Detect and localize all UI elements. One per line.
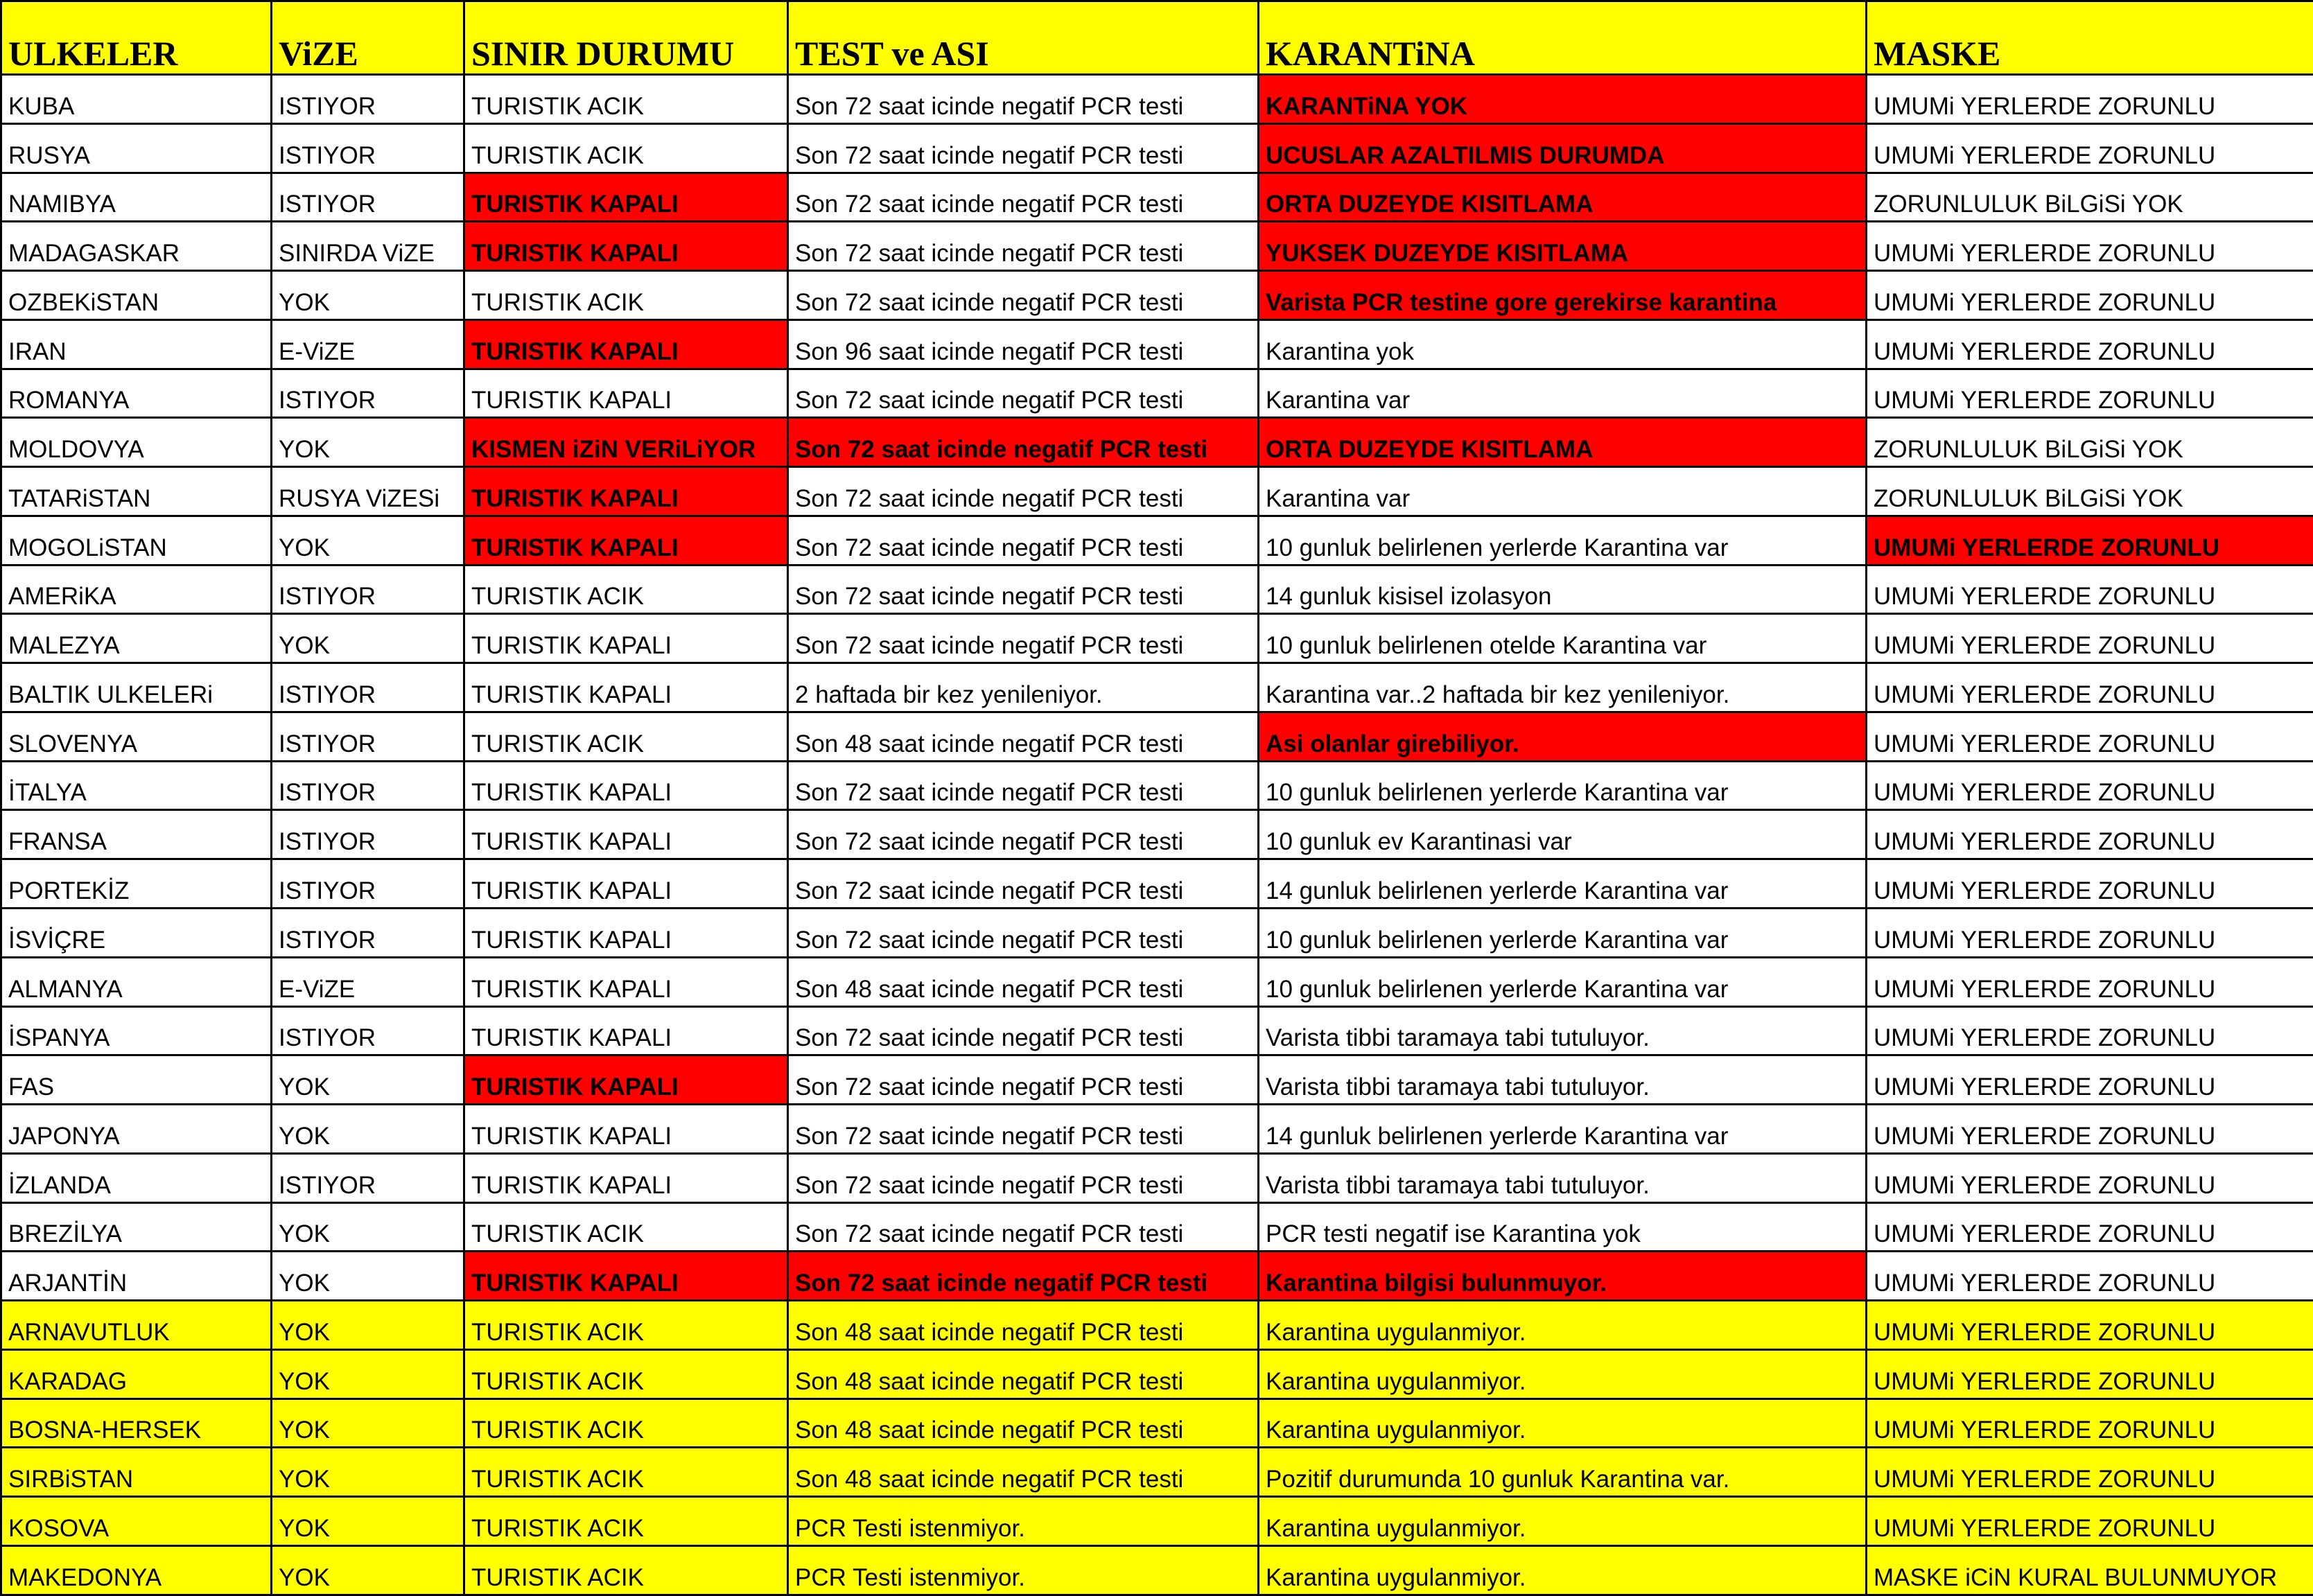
cell-mask[interactable]: UMUMi YERLERDE ZORUNLU [1867, 319, 2313, 369]
cell-mask[interactable]: ZORUNLULUK BiLGiSi YOK [1867, 467, 2313, 516]
table-row [1, 761, 2313, 810]
cell-visa[interactable]: ISTIYOR [272, 75, 464, 124]
cell-country[interactable]: MOGOLiSTAN [1, 516, 272, 565]
cell-visa[interactable]: YOK [272, 1055, 464, 1105]
cell-country[interactable]: BALTIK ULKELERi [1, 663, 272, 712]
cell-country[interactable]: BOSNA-HERSEK [1, 1398, 272, 1448]
table-row [1, 516, 2313, 565]
table-row [1, 1252, 2313, 1301]
cell-country[interactable]: İZLANDA [1, 1153, 272, 1202]
cell-quarantine[interactable]: 10 gunluk belirlenen yerlerde Karantina var [1259, 516, 1867, 565]
cell-quarantine[interactable]: 10 gunluk belirlenen otelde Karantina var [1259, 614, 1867, 663]
cell-quarantine[interactable]: 10 gunluk belirlenen yerlerde Karantina var [1259, 761, 1867, 810]
table-row [1, 909, 2313, 958]
cell-visa[interactable]: RUSYA ViZESi [272, 467, 464, 516]
cell-visa[interactable]: ISTIYOR [272, 761, 464, 810]
cell-mask[interactable]: UMUMi YERLERDE ZORUNLU [1867, 712, 2313, 761]
cell-quarantine[interactable]: Karantina uygulanmiyor. [1259, 1545, 1867, 1595]
cell-border-status[interactable]: TURISTIK ACIK [464, 565, 788, 614]
cell-border-status[interactable]: TURISTIK KAPALI [464, 369, 788, 418]
cell-test-vaccine[interactable]: Son 48 saat icinde negatif PCR testi [788, 712, 1259, 761]
cell-border-status[interactable]: TURISTIK ACIK [464, 1398, 788, 1448]
cell-test-vaccine[interactable]: Son 48 saat icinde negatif PCR testi [788, 957, 1259, 1006]
cell-country[interactable]: NAMIBYA [1, 173, 272, 222]
cell-visa[interactable]: SINIRDA ViZE [272, 222, 464, 271]
header-country[interactable]: ULKELER [1, 1, 272, 75]
cell-country[interactable]: ROMANYA [1, 369, 272, 418]
cell-border-status[interactable]: TURISTIK KAPALI [464, 859, 788, 909]
cell-border-status[interactable]: TURISTIK KAPALI [464, 467, 788, 516]
cell-country[interactable]: İSVİÇRE [1, 909, 272, 958]
cell-country[interactable]: İTALYA [1, 761, 272, 810]
table-row [1, 75, 2313, 124]
header-row [1, 1, 2313, 75]
table-row [1, 957, 2313, 1006]
cell-country[interactable]: KUBA [1, 75, 272, 124]
cell-visa[interactable]: YOK [272, 1448, 464, 1497]
cell-mask[interactable]: UMUMi YERLERDE ZORUNLU [1867, 516, 2313, 565]
cell-country[interactable]: TATARiSTAN [1, 467, 272, 516]
cell-country[interactable]: AMERiKA [1, 565, 272, 614]
cell-border-status[interactable]: TURISTIK ACIK [464, 1202, 788, 1252]
table-row [1, 565, 2313, 614]
table-row [1, 271, 2313, 320]
cell-quarantine[interactable]: Varista tibbi taramaya tabi tutuluyor. [1259, 1153, 1867, 1202]
cell-mask[interactable]: UMUMi YERLERDE ZORUNLU [1867, 1153, 2313, 1202]
cell-visa[interactable]: YOK [272, 1301, 464, 1350]
table-row [1, 418, 2313, 467]
header-test-vaccine[interactable]: TEST ve ASI [788, 1, 1259, 75]
cell-mask[interactable]: UMUMi YERLERDE ZORUNLU [1867, 663, 2313, 712]
cell-border-status[interactable]: TURISTIK KAPALI [464, 516, 788, 565]
cell-quarantine[interactable]: 10 gunluk belirlenen yerlerde Karantina var [1259, 957, 1867, 1006]
table-row [1, 467, 2313, 516]
cell-quarantine[interactable]: Karantina uygulanmiyor. [1259, 1497, 1867, 1546]
header-quarantine[interactable]: KARANTiNA [1259, 1, 1867, 75]
cell-country[interactable]: MALEZYA [1, 614, 272, 663]
cell-quarantine[interactable]: Karantina var [1259, 369, 1867, 418]
cell-country[interactable]: KOSOVA [1, 1497, 272, 1546]
cell-border-status[interactable]: TURISTIK ACIK [464, 712, 788, 761]
cell-mask[interactable]: UMUMi YERLERDE ZORUNLU [1867, 75, 2313, 124]
cell-quarantine[interactable]: YUKSEK DUZEYDE KISITLAMA [1259, 222, 1867, 271]
table-row [1, 663, 2313, 712]
cell-mask[interactable]: UMUMi YERLERDE ZORUNLU [1867, 1448, 2313, 1497]
cell-country[interactable]: SIRBiSTAN [1, 1448, 272, 1497]
cell-border-status[interactable]: TURISTIK KAPALI [464, 1105, 788, 1154]
cell-mask[interactable]: UMUMi YERLERDE ZORUNLU [1867, 1202, 2313, 1252]
cell-quarantine[interactable]: UCUSLAR AZALTILMIS DURUMDA [1259, 123, 1867, 173]
cell-quarantine[interactable]: Karantina uygulanmiyor. [1259, 1398, 1867, 1448]
cell-country[interactable]: KARADAG [1, 1349, 272, 1398]
cell-test-vaccine[interactable]: PCR Testi istenmiyor. [788, 1545, 1259, 1595]
cell-test-vaccine[interactable]: Son 72 saat icinde negatif PCR testi [788, 123, 1259, 173]
header-border-status[interactable]: SINIR DURUMU [464, 1, 788, 75]
cell-test-vaccine[interactable]: Son 72 saat icinde negatif PCR testi [788, 909, 1259, 958]
cell-border-status[interactable]: TURISTIK KAPALI [464, 957, 788, 1006]
cell-visa[interactable]: ISTIYOR [272, 1006, 464, 1055]
cell-mask[interactable]: UMUMi YERLERDE ZORUNLU [1867, 1301, 2313, 1350]
cell-country[interactable]: IRAN [1, 319, 272, 369]
cell-quarantine[interactable]: Varista PCR testine gore gerekirse karantina [1259, 271, 1867, 320]
cell-country[interactable]: MOLDOVYA [1, 418, 272, 467]
cell-test-vaccine[interactable]: Son 72 saat icinde negatif PCR testi [788, 1055, 1259, 1105]
table-row [1, 319, 2313, 369]
cell-test-vaccine[interactable]: Son 72 saat icinde negatif PCR testi [788, 75, 1259, 124]
cell-quarantine[interactable]: ORTA DUZEYDE KISITLAMA [1259, 418, 1867, 467]
cell-visa[interactable]: YOK [272, 614, 464, 663]
cell-quarantine[interactable]: PCR testi negatif ise Karantina yok [1259, 1202, 1867, 1252]
cell-visa[interactable]: ISTIYOR [272, 123, 464, 173]
cell-mask[interactable]: UMUMi YERLERDE ZORUNLU [1867, 859, 2313, 909]
cell-border-status[interactable]: TURISTIK KAPALI [464, 1055, 788, 1105]
table-row [1, 173, 2313, 222]
table-row [1, 810, 2313, 859]
cell-test-vaccine[interactable]: Son 72 saat icinde negatif PCR testi [788, 565, 1259, 614]
cell-test-vaccine[interactable]: Son 72 saat icinde negatif PCR testi [788, 418, 1259, 467]
cell-country[interactable]: BREZİLYA [1, 1202, 272, 1252]
cell-border-status[interactable]: TURISTIK KAPALI [464, 1006, 788, 1055]
table-row [1, 1545, 2313, 1595]
cell-border-status[interactable]: TURISTIK KAPALI [464, 614, 788, 663]
cell-visa[interactable]: YOK [272, 271, 464, 320]
cell-quarantine[interactable]: Karantina bilgisi bulunmuyor. [1259, 1252, 1867, 1301]
cell-visa[interactable]: YOK [272, 1252, 464, 1301]
cell-test-vaccine[interactable]: Son 72 saat icinde negatif PCR testi [788, 1105, 1259, 1154]
table-row [1, 222, 2313, 271]
cell-border-status[interactable]: TURISTIK KAPALI [464, 1153, 788, 1202]
cell-mask[interactable]: UMUMi YERLERDE ZORUNLU [1867, 1349, 2313, 1398]
cell-test-vaccine[interactable]: Son 72 saat icinde negatif PCR testi [788, 369, 1259, 418]
cell-visa[interactable]: ISTIYOR [272, 859, 464, 909]
cell-test-vaccine[interactable]: Son 72 saat icinde negatif PCR testi [788, 810, 1259, 859]
table-row [1, 712, 2313, 761]
cell-quarantine[interactable]: Karantina uygulanmiyor. [1259, 1349, 1867, 1398]
cell-mask[interactable]: MASKE iCiN KURAL BULUNMUYOR [1867, 1545, 2313, 1595]
cell-test-vaccine[interactable]: Son 72 saat icinde negatif PCR testi [788, 1153, 1259, 1202]
cell-quarantine[interactable]: Varista tibbi taramaya tabi tutuluyor. [1259, 1006, 1867, 1055]
cell-country[interactable]: ARNAVUTLUK [1, 1301, 272, 1350]
cell-test-vaccine[interactable]: Son 72 saat icinde negatif PCR testi [788, 1252, 1259, 1301]
cell-test-vaccine[interactable]: Son 72 saat icinde negatif PCR testi [788, 173, 1259, 222]
cell-mask[interactable]: UMUMi YERLERDE ZORUNLU [1867, 614, 2313, 663]
cell-mask[interactable]: ZORUNLULUK BiLGiSi YOK [1867, 418, 2313, 467]
cell-visa[interactable]: YOK [272, 1497, 464, 1546]
cell-visa[interactable]: ISTIYOR [272, 810, 464, 859]
cell-mask[interactable]: UMUMi YERLERDE ZORUNLU [1867, 1006, 2313, 1055]
cell-mask[interactable]: UMUMi YERLERDE ZORUNLU [1867, 1398, 2313, 1448]
cell-mask[interactable]: UMUMi YERLERDE ZORUNLU [1867, 1055, 2313, 1105]
cell-border-status[interactable]: TURISTIK ACIK [464, 75, 788, 124]
cell-visa[interactable]: YOK [272, 1202, 464, 1252]
cell-quarantine[interactable]: Asi olanlar girebiliyor. [1259, 712, 1867, 761]
cell-visa[interactable]: E-ViZE [272, 319, 464, 369]
cell-mask[interactable]: UMUMi YERLERDE ZORUNLU [1867, 761, 2313, 810]
cell-test-vaccine[interactable]: Son 72 saat icinde negatif PCR testi [788, 859, 1259, 909]
cell-border-status[interactable]: KISMEN iZiN VERiLiYOR [464, 418, 788, 467]
cell-quarantine[interactable]: Pozitif durumunda 10 gunluk Karantina var. [1259, 1448, 1867, 1497]
cell-border-status[interactable]: TURISTIK KAPALI [464, 173, 788, 222]
cell-visa[interactable]: YOK [272, 1349, 464, 1398]
cell-mask[interactable]: UMUMi YERLERDE ZORUNLU [1867, 222, 2313, 271]
cell-mask[interactable]: ZORUNLULUK BiLGiSi YOK [1867, 173, 2313, 222]
header-mask[interactable]: MASKE [1867, 1, 2313, 75]
cell-mask[interactable]: UMUMi YERLERDE ZORUNLU [1867, 271, 2313, 320]
table-row [1, 1448, 2313, 1497]
cell-test-vaccine[interactable]: Son 72 saat icinde negatif PCR testi [788, 516, 1259, 565]
cell-test-vaccine[interactable]: Son 48 saat icinde negatif PCR testi [788, 1349, 1259, 1398]
cell-quarantine[interactable]: 14 gunluk belirlenen yerlerde Karantina var [1259, 859, 1867, 909]
cell-mask[interactable]: UMUMi YERLERDE ZORUNLU [1867, 1105, 2313, 1154]
cell-visa[interactable]: YOK [272, 516, 464, 565]
table-row [1, 1349, 2313, 1398]
cell-visa[interactable]: ISTIYOR [272, 369, 464, 418]
cell-quarantine[interactable]: 10 gunluk ev Karantinasi var [1259, 810, 1867, 859]
cell-border-status[interactable]: TURISTIK ACIK [464, 1448, 788, 1497]
table-row [1, 1202, 2313, 1252]
header-visa[interactable]: ViZE [272, 1, 464, 75]
cell-mask[interactable]: UMUMi YERLERDE ZORUNLU [1867, 565, 2313, 614]
cell-quarantine[interactable]: Varista tibbi taramaya tabi tutuluyor. [1259, 1055, 1867, 1105]
cell-border-status[interactable]: TURISTIK ACIK [464, 271, 788, 320]
cell-test-vaccine[interactable]: 2 haftada bir kez yenileniyor. [788, 663, 1259, 712]
cell-test-vaccine[interactable]: Son 48 saat icinde negatif PCR testi [788, 1398, 1259, 1448]
cell-country[interactable]: ARJANTİN [1, 1252, 272, 1301]
cell-mask[interactable]: UMUMi YERLERDE ZORUNLU [1867, 123, 2313, 173]
table-row [1, 1006, 2313, 1055]
table-row [1, 614, 2313, 663]
cell-test-vaccine[interactable]: Son 48 saat icinde negatif PCR testi [788, 1448, 1259, 1497]
cell-test-vaccine[interactable]: Son 96 saat icinde negatif PCR testi [788, 319, 1259, 369]
cell-quarantine[interactable]: ORTA DUZEYDE KISITLAMA [1259, 173, 1867, 222]
cell-quarantine[interactable]: Karantina var..2 haftada bir kez yenileniyor. [1259, 663, 1867, 712]
cell-country[interactable]: FAS [1, 1055, 272, 1105]
cell-border-status[interactable]: TURISTIK KAPALI [464, 1252, 788, 1301]
cell-border-status[interactable]: TURISTIK KAPALI [464, 810, 788, 859]
cell-test-vaccine[interactable]: Son 72 saat icinde negatif PCR testi [788, 1202, 1259, 1252]
cell-visa[interactable]: YOK [272, 418, 464, 467]
cell-country[interactable]: SLOVENYA [1, 712, 272, 761]
table-row [1, 1105, 2313, 1154]
cell-border-status[interactable]: TURISTIK KAPALI [464, 663, 788, 712]
cell-border-status[interactable]: TURISTIK ACIK [464, 1545, 788, 1595]
cell-quarantine[interactable]: Karantina uygulanmiyor. [1259, 1301, 1867, 1350]
cell-country[interactable]: PORTEKİZ [1, 859, 272, 909]
table-row [1, 1398, 2313, 1448]
cell-mask[interactable]: UMUMi YERLERDE ZORUNLU [1867, 1497, 2313, 1546]
cell-test-vaccine[interactable]: Son 72 saat icinde negatif PCR testi [788, 467, 1259, 516]
cell-border-status[interactable]: TURISTIK ACIK [464, 1349, 788, 1398]
cell-quarantine[interactable]: Karantina yok [1259, 319, 1867, 369]
table-row [1, 1497, 2313, 1546]
cell-country[interactable]: İSPANYA [1, 1006, 272, 1055]
cell-quarantine[interactable]: KARANTiNA YOK [1259, 75, 1867, 124]
cell-country[interactable]: OZBEKiSTAN [1, 271, 272, 320]
table-row [1, 1153, 2313, 1202]
cell-test-vaccine[interactable]: Son 72 saat icinde negatif PCR testi [788, 222, 1259, 271]
cell-test-vaccine[interactable]: Son 48 saat icinde negatif PCR testi [788, 1301, 1259, 1350]
cell-test-vaccine[interactable]: Son 72 saat icinde negatif PCR testi [788, 271, 1259, 320]
cell-border-status[interactable]: TURISTIK ACIK [464, 123, 788, 173]
cell-mask[interactable]: UMUMi YERLERDE ZORUNLU [1867, 369, 2313, 418]
cell-test-vaccine[interactable]: Son 72 saat icinde negatif PCR testi [788, 1006, 1259, 1055]
table-row [1, 859, 2313, 909]
cell-country[interactable]: ALMANYA [1, 957, 272, 1006]
cell-border-status[interactable]: TURISTIK ACIK [464, 1301, 788, 1350]
cell-visa[interactable]: E-ViZE [272, 957, 464, 1006]
cell-quarantine[interactable]: 14 gunluk belirlenen yerlerde Karantina var [1259, 1105, 1867, 1154]
cell-visa[interactable]: YOK [272, 1398, 464, 1448]
cell-quarantine[interactable]: 14 gunluk kisisel izolasyon [1259, 565, 1867, 614]
table-body [1, 75, 2313, 1595]
cell-mask[interactable]: UMUMi YERLERDE ZORUNLU [1867, 957, 2313, 1006]
cell-country[interactable]: MAKEDONYA [1, 1545, 272, 1595]
cell-border-status[interactable]: TURISTIK KAPALI [464, 761, 788, 810]
cell-visa[interactable]: ISTIYOR [272, 909, 464, 958]
cell-border-status[interactable]: TURISTIK KAPALI [464, 222, 788, 271]
cell-quarantine[interactable]: 10 gunluk belirlenen yerlerde Karantina var [1259, 909, 1867, 958]
cell-quarantine[interactable]: Karantina var [1259, 467, 1867, 516]
cell-test-vaccine[interactable]: Son 72 saat icinde negatif PCR testi [788, 761, 1259, 810]
cell-country[interactable]: RUSYA [1, 123, 272, 173]
cell-visa[interactable]: ISTIYOR [272, 565, 464, 614]
cell-border-status[interactable]: TURISTIK KAPALI [464, 319, 788, 369]
cell-mask[interactable]: UMUMi YERLERDE ZORUNLU [1867, 909, 2313, 958]
table-row [1, 1055, 2313, 1105]
cell-test-vaccine[interactable]: PCR Testi istenmiyor. [788, 1497, 1259, 1546]
cell-visa[interactable]: ISTIYOR [272, 1153, 464, 1202]
cell-country[interactable]: FRANSA [1, 810, 272, 859]
cell-country[interactable]: MADAGASKAR [1, 222, 272, 271]
table-row [1, 369, 2313, 418]
cell-visa[interactable]: ISTIYOR [272, 712, 464, 761]
cell-visa[interactable]: ISTIYOR [272, 663, 464, 712]
table-row [1, 123, 2313, 173]
cell-visa[interactable]: YOK [272, 1545, 464, 1595]
cell-test-vaccine[interactable]: Son 72 saat icinde negatif PCR testi [788, 614, 1259, 663]
cell-border-status[interactable]: TURISTIK KAPALI [464, 909, 788, 958]
cell-visa[interactable]: ISTIYOR [272, 173, 464, 222]
cell-mask[interactable]: UMUMi YERLERDE ZORUNLU [1867, 1252, 2313, 1301]
table-row [1, 1301, 2313, 1350]
cell-border-status[interactable]: TURISTIK ACIK [464, 1497, 788, 1546]
cell-visa[interactable]: YOK [272, 1105, 464, 1154]
cell-country[interactable]: JAPONYA [1, 1105, 272, 1154]
cell-mask[interactable]: UMUMi YERLERDE ZORUNLU [1867, 810, 2313, 859]
